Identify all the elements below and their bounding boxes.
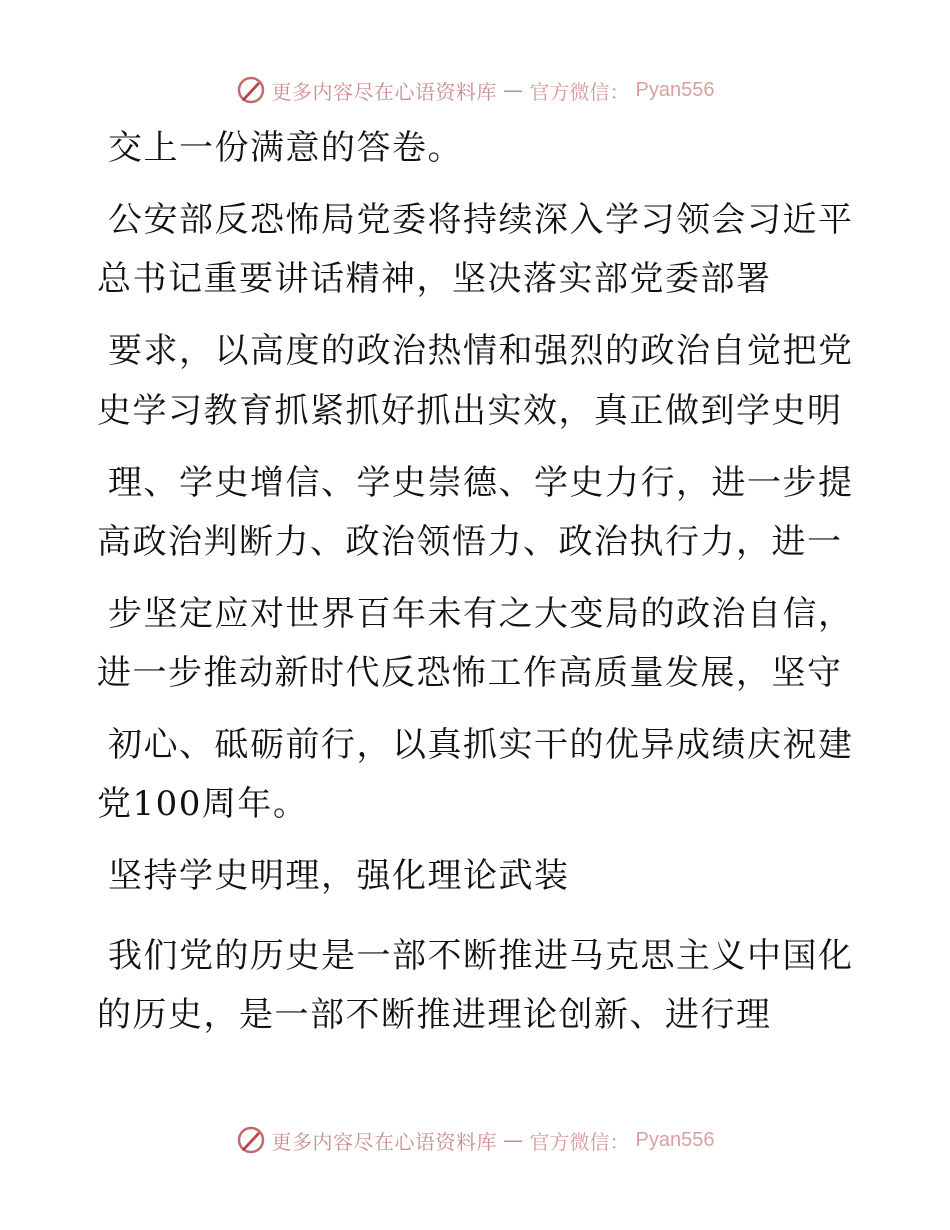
text-line: 党100周年。 bbox=[97, 784, 309, 824]
text-line: 高政治判断力、政治领悟力、政治执行力，进一 bbox=[97, 522, 843, 562]
text-line: 交上一份满意的答卷。 bbox=[108, 128, 463, 168]
text-line: 步坚定应对世界百年未有之大变局的政治自信， bbox=[108, 594, 854, 634]
quill-pen-icon bbox=[236, 75, 266, 105]
text-line: 进一步推动新时代反恐怖工作高质量发展，坚守 bbox=[97, 653, 843, 693]
quill-pen-icon bbox=[236, 1125, 266, 1155]
watermark-account: Pyan556 bbox=[635, 1128, 715, 1151]
text-line: 理、学史增信、学史崇德、学史力行，进一步提 bbox=[108, 463, 854, 503]
text-line: 我们党的历史是一部不断推进马克思主义中国化 bbox=[108, 936, 854, 976]
text-line: 公安部反恐怖局党委将持续深入学习领会习近平 bbox=[108, 200, 854, 240]
watermark-separator: — bbox=[503, 1128, 524, 1152]
watermark-label: 官方微信： bbox=[529, 1129, 630, 1154]
watermark-label: 官方微信： bbox=[529, 79, 630, 104]
text-line: 总书记重要讲话精神，坚决落实部党委部署 bbox=[97, 259, 772, 299]
text-line: 的历史，是一部不断推进理论创新、进行理 bbox=[97, 995, 772, 1035]
watermark-separator: — bbox=[503, 78, 524, 102]
watermark-brand-text: 更多内容尽在心语资料库 bbox=[271, 79, 498, 104]
watermark-account: Pyan556 bbox=[635, 78, 715, 101]
text-line: 史学习教育抓紧抓好抓出实效，真正做到学史明 bbox=[97, 391, 843, 431]
text-line: 要求，以高度的政治热情和强烈的政治自觉把党 bbox=[108, 331, 854, 371]
footer-watermark bbox=[0, 1120, 950, 1160]
section-heading: 坚持学史明理，强化理论武装 bbox=[108, 856, 570, 896]
text-line: 初心、砥砺前行，以真抓实干的优异成绩庆祝建 bbox=[108, 725, 854, 765]
watermark-brand-text: 更多内容尽在心语资料库 bbox=[271, 1129, 498, 1154]
header-watermark bbox=[0, 70, 950, 110]
